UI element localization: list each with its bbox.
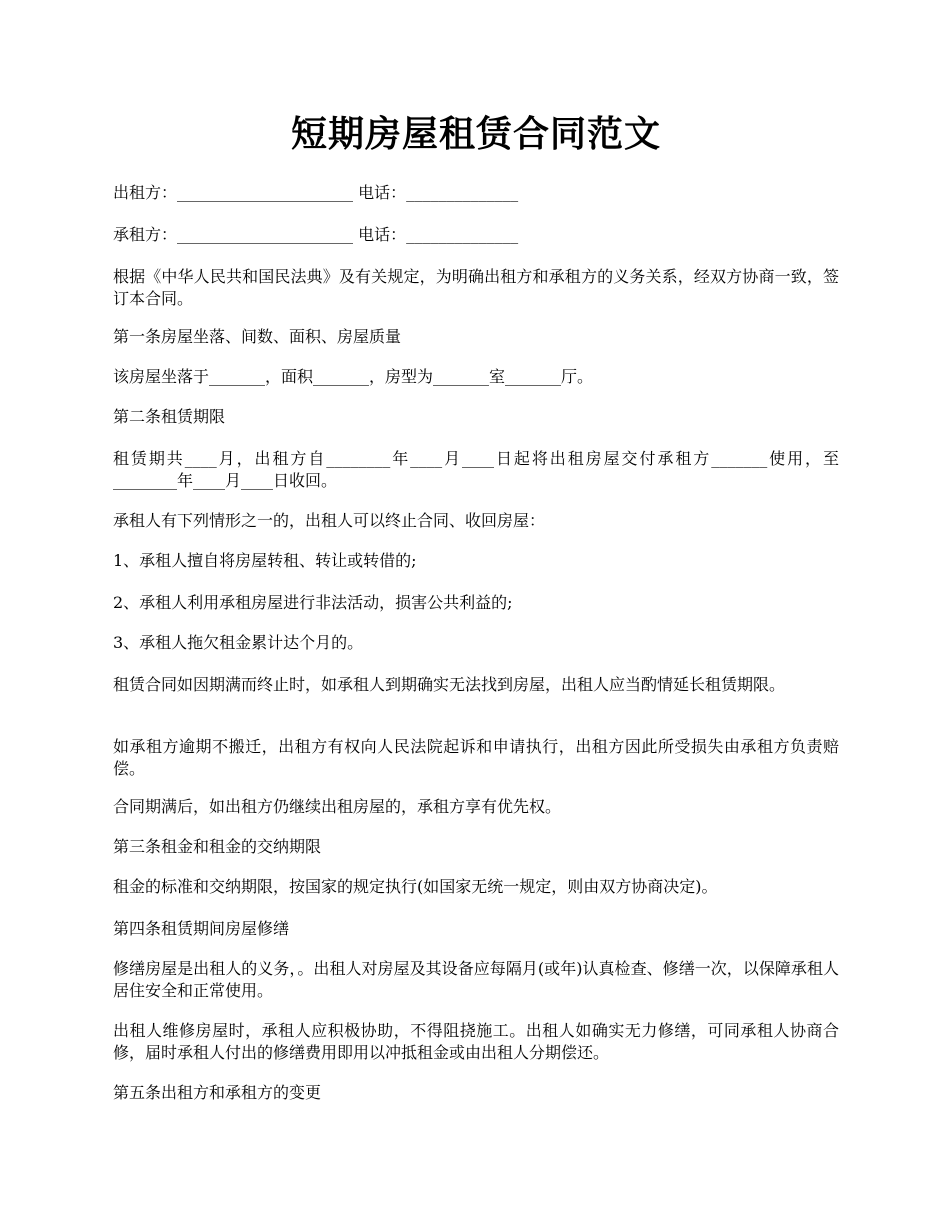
document-title: 短期房屋租赁合同范文 bbox=[290, 113, 661, 155]
lessor-line: 出租方：______________________ 电话：______________ bbox=[113, 183, 519, 202]
article-3-body: 租金的标准和交纳期限，按国家的规定执行(如国家无统一规定，则由双方协商决定)。 bbox=[113, 877, 718, 896]
overdue-paragraph: 如承租方逾期不搬迁，出租方有权向人民法院起诉和申请执行，出租方因此所受损失由承租方负责赔偿。 bbox=[113, 737, 839, 778]
article-1-heading: 第一条房屋坐落、间数、面积、房屋质量 bbox=[113, 327, 402, 346]
preamble-paragraph: 根据《中华人民共和国民法典》及有关规定，为明确出租方和承租方的义务关系，经双方协商一致，签订本合同。 bbox=[113, 267, 839, 308]
lease-term-paragraph: 租赁期共____月，出租方自________年____月____日起将出租房屋交付承租方_______使用，至________年____月____日收回。 bbox=[113, 449, 839, 490]
termination-intro: 承租人有下列情形之一的，出租人可以终止合同、收回房屋： bbox=[113, 511, 546, 530]
article-5-heading: 第五条出租方和承租方的变更 bbox=[113, 1083, 322, 1102]
repair-cooperation-paragraph: 出租人维修房屋时，承租人应积极协助，不得阻挠施工。出租人如确实无力修缮，可同承租人协商合修，届时承租人付出的修缮费用即用以冲抵租金或由出租人分期偿还。 bbox=[113, 1021, 839, 1062]
termination-item-3: 3、承租人拖欠租金累计达个月的。 bbox=[113, 633, 364, 652]
repair-obligation-paragraph: 修缮房屋是出租人的义务，。出租人对房屋及其设备应每隔月(或年)认真检查、修缮一次，以保障承租人居住安全和正常使用。 bbox=[113, 959, 839, 1000]
extension-paragraph: 租赁合同如因期满而终止时，如承租人到期确实无法找到房屋，出租人应当酌情延长租赁期限。 bbox=[113, 675, 786, 694]
termination-item-2: 2、承租人利用承租房屋进行非法活动，损害公共利益的; bbox=[113, 593, 513, 612]
article-1-body: 该房屋坐落于_______，面积_______，房型为_______室_______厅。 bbox=[113, 367, 594, 386]
termination-item-1: 1、承租人擅自将房屋转租、转让或转借的; bbox=[113, 551, 417, 570]
article-2-heading: 第二条租赁期限 bbox=[113, 407, 226, 426]
priority-paragraph: 合同期满后，如出租方仍继续出租房屋的，承租方享有优先权。 bbox=[113, 797, 562, 816]
article-4-heading: 第四条租赁期间房屋修缮 bbox=[113, 919, 290, 938]
lessee-line: 承租方：______________________ 电话：______________ bbox=[113, 225, 519, 244]
article-3-heading: 第三条租金和租金的交纳期限 bbox=[113, 837, 322, 856]
